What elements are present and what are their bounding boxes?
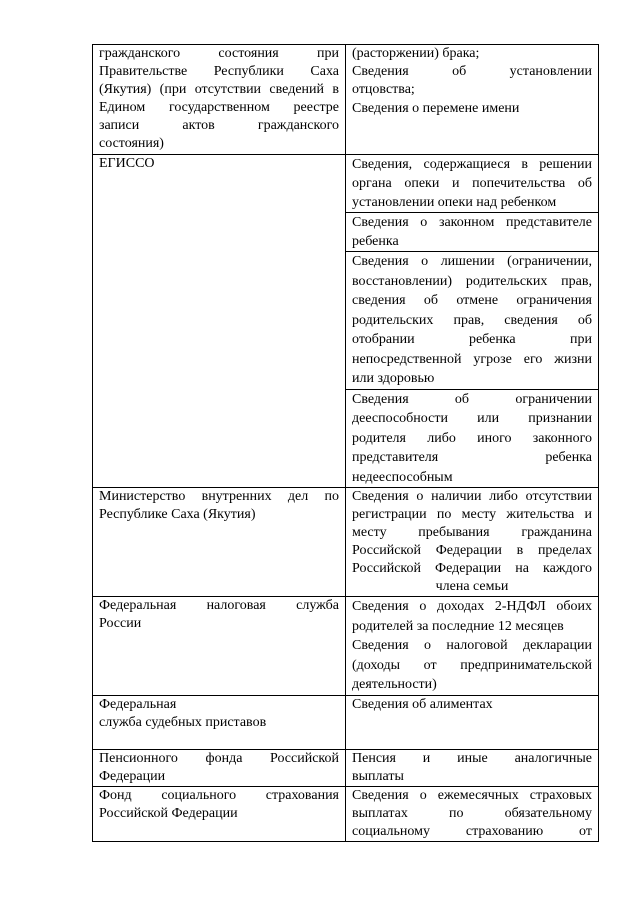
text-line: Сведения о перемене имени — [352, 101, 520, 116]
text-line: Сведения о налоговой декларации — [352, 638, 592, 653]
text-line: отцовства; — [352, 82, 415, 97]
info-cell — [346, 749, 599, 786]
table-row — [93, 488, 599, 597]
text-line: восстановлении) родительских прав, — [352, 273, 592, 289]
text-line: Сведения о ежемесячных страховых — [352, 787, 592, 803]
table-row — [93, 45, 599, 155]
source-cell — [93, 749, 346, 786]
text-line: непосредственной угрозе его жизни — [352, 351, 592, 367]
text-line: Сведения, содержащиеся в решении — [352, 157, 592, 172]
text-line: члена семьи — [435, 579, 509, 594]
text-line: записи актов гражданского — [99, 118, 339, 133]
text-line: регистрации по месту жительства и — [352, 507, 592, 522]
text-line: Федеральная налоговая служба — [99, 598, 339, 613]
text-line: Сведения об ограничении — [352, 391, 592, 407]
text-line: гражданского состояния при — [99, 46, 339, 61]
info-cell — [346, 597, 599, 696]
text-line: Фонд социального страхования — [99, 787, 339, 803]
text-line: России — [99, 616, 142, 631]
text-line: представителя ребенка — [352, 450, 592, 465]
info-cell — [346, 488, 599, 597]
text-line: Сведения о наличии либо отсутствии — [352, 489, 592, 504]
text-line: Республике Саха (Якутия) — [99, 507, 256, 522]
source-cell — [93, 786, 346, 841]
text-line: Федеральная — [99, 696, 177, 712]
info-cell — [346, 252, 599, 390]
text-line: Правительстве Республики Саха — [99, 64, 339, 79]
text-line: служба судебных приставов — [99, 714, 267, 730]
table-row — [93, 155, 599, 213]
text-line: ЕГИССО — [99, 156, 155, 171]
source-cell — [93, 695, 346, 749]
text-line: (расторжении) брака; — [352, 46, 480, 61]
source-cell — [93, 155, 346, 488]
table-row — [93, 695, 599, 749]
text-line: ребенка — [352, 234, 399, 249]
text-line: Российской Федерации на каждого — [352, 561, 592, 576]
text-line: Пенсия и иные аналогичные — [352, 750, 592, 766]
text-line: Российской Федерации в пределах — [352, 543, 592, 558]
text-line: Российской Федерации — [99, 805, 238, 821]
text-line: Пенсионного фонда Российской — [99, 750, 339, 766]
text-line: недееспособным — [352, 469, 453, 485]
text-line: родителя либо иного законного — [352, 430, 592, 446]
document-table — [92, 44, 599, 842]
text-line: установлении опеки над ребенком — [352, 195, 557, 210]
text-line: Сведения о доходах 2-НДФЛ обоих — [352, 599, 592, 614]
info-cell — [346, 45, 599, 155]
text-line: деятельности) — [352, 677, 437, 692]
text-line: Едином государственном реестре — [99, 100, 339, 115]
text-line: Федерации — [99, 768, 166, 784]
text-line: Сведения о законном представителе — [352, 215, 592, 230]
info-cell — [346, 155, 599, 213]
text-line: родительских прав, сведения об — [352, 312, 592, 328]
text-line: (доходы от предпринимательской — [352, 657, 592, 673]
text-line: Министерство внутренних дел по — [99, 489, 339, 504]
info-cell — [346, 389, 599, 488]
text-line: социальному страхованию от — [352, 823, 592, 839]
text-line: органа опеки и попечительства об — [352, 176, 592, 191]
source-cell — [93, 597, 346, 696]
table-row — [93, 749, 599, 786]
info-cell — [346, 695, 599, 749]
text-line: (Якутия) (при отсутствии сведений в — [99, 82, 339, 97]
text-line: сведения об отмене ограничения — [352, 293, 592, 308]
info-cell — [346, 786, 599, 841]
text-line: Сведения о лишении (ограничении, — [352, 254, 592, 269]
text-line: дееспособности или признании — [352, 411, 592, 426]
text-line: родителей за последние 12 месяцев — [352, 618, 564, 634]
table-row — [93, 597, 599, 696]
text-line: отобрании ребенка при — [352, 332, 592, 347]
text-line: или здоровью — [352, 371, 435, 386]
info-cell — [346, 213, 599, 252]
source-cell — [93, 488, 346, 597]
text-line: Сведения об алиментах — [352, 696, 493, 712]
source-cell — [93, 45, 346, 155]
text-line: месту пребывания гражданина — [352, 525, 592, 540]
text-line: выплаты — [352, 768, 404, 784]
text-line: состояния) — [99, 136, 164, 151]
text-line: Сведения об установлении — [352, 64, 592, 79]
text-line: выплатах по обязательному — [352, 805, 592, 821]
table-row — [93, 786, 599, 841]
